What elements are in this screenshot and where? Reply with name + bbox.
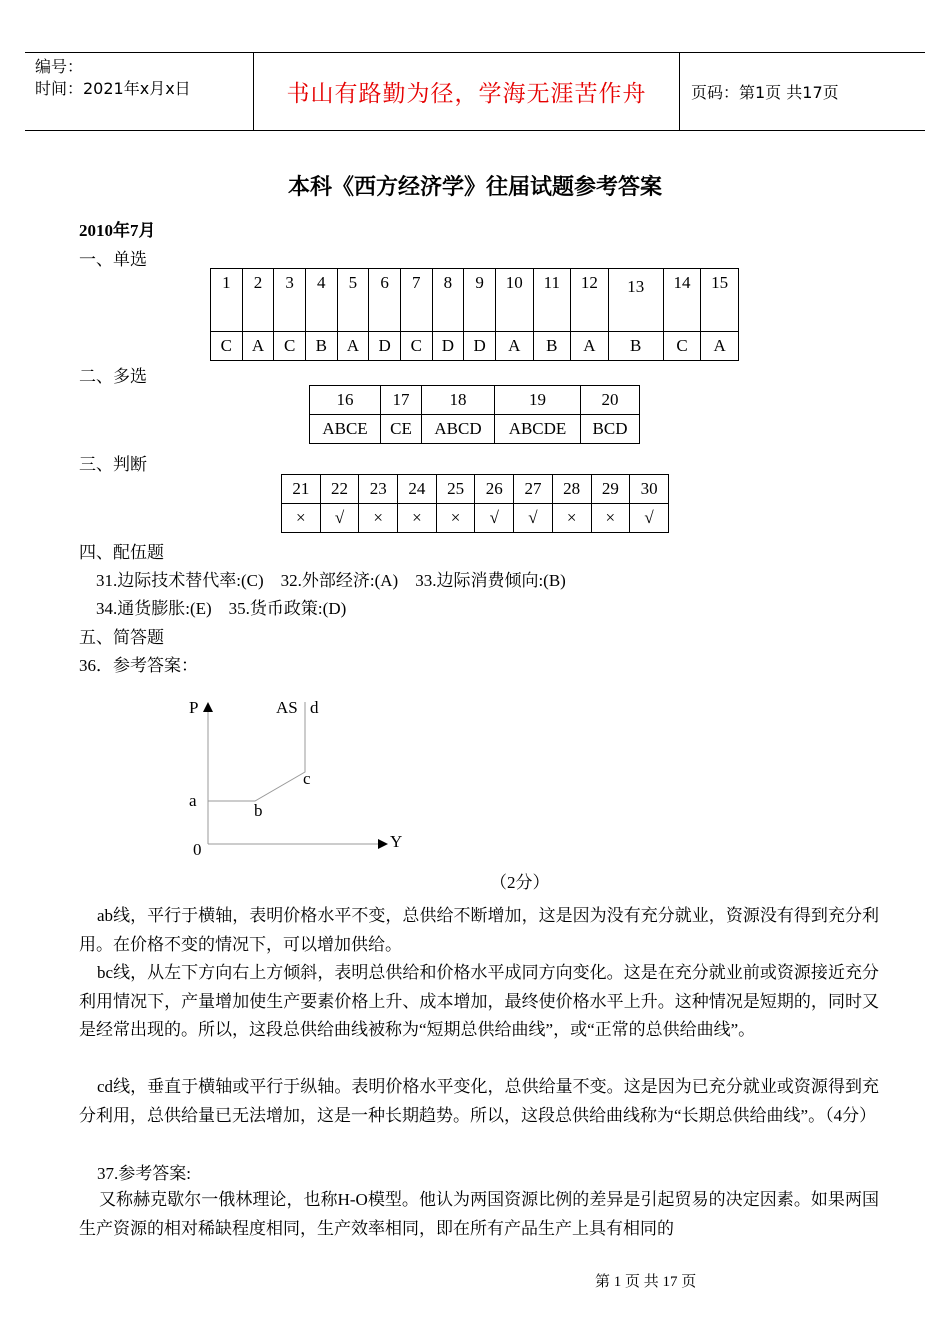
- single-choice-table: [210, 268, 739, 361]
- exam-date: 2010年7月: [79, 221, 156, 240]
- page-footer: 第 1 页 共 17 页: [595, 1274, 697, 1290]
- answer-cell: ×: [359, 504, 398, 533]
- question-number: 7: [400, 269, 432, 332]
- answer-cell: C: [400, 332, 432, 361]
- answer-cell: ×: [282, 504, 321, 533]
- answer-paragraph-q37: 又称赫克歇尔一俄林理论，也称H-O模型。他认为两国资源比例的差异是引起贸易的决定因素。如果两国生产资源的相对稀缺程度相同，生产效率相同，即在所有产品生产上具有相同的: [79, 1190, 879, 1238]
- question-number: 10: [495, 269, 533, 332]
- judgement-table: [281, 474, 669, 533]
- document-title: 本科《西方经济学》往届试题参考答案: [287, 175, 662, 200]
- section-heading-short-answer: 五、简答题: [79, 628, 164, 647]
- question-number: 19: [495, 386, 581, 415]
- answer-cell: CE: [381, 415, 422, 444]
- question-number: 13: [608, 269, 663, 332]
- section-heading-single: 一、单选: [79, 250, 147, 269]
- answer-cell: C: [274, 332, 306, 361]
- page-header: [25, 52, 925, 131]
- header-motto: 书山有路勤为径，学海无涯苦作舟: [286, 81, 647, 107]
- point-d-label: d: [310, 698, 319, 717]
- answer-cell: √: [475, 504, 514, 533]
- answer-paragraph-cd: cd线，垂直于横轴或平行于纵轴。表明价格水平变化，总供给量不变。这是因为已充分就业或资源得到充分利用，总供给量已无法增加，这是一种长期趋势。所以，这段总供给曲线称为“长期总供给曲线”。（4分）: [79, 1077, 879, 1125]
- question-number: 18: [422, 386, 495, 415]
- p-axis-arrow: [203, 702, 213, 712]
- answer-cell: √: [514, 504, 553, 533]
- question-number: 30: [630, 475, 669, 504]
- question-number: 5: [337, 269, 369, 332]
- question-number: 25: [436, 475, 475, 504]
- question-number: 24: [398, 475, 437, 504]
- matching-line-2: 34.通货膨胀:(E) 35.货币政策:(D): [96, 599, 347, 618]
- matching-line-1: 31.边际技术替代率:(C) 32.外部经济:(A) 33.边际消费倾向:(B): [96, 571, 566, 590]
- p-label: P: [189, 698, 199, 717]
- answer-paragraph-ab: ab线，平行于横轴，表明价格水平不变，总供给不断增加，这是因为没有充分就业，资源没有得到充分利用。在价格不变的情况下，可以增加供给。: [79, 906, 879, 954]
- header-divider: [679, 53, 680, 130]
- answer-cell: C: [663, 332, 701, 361]
- answer-cell: D: [432, 332, 464, 361]
- origin-label: 0: [193, 840, 202, 859]
- answer-cell: D: [369, 332, 401, 361]
- answer-cell: A: [242, 332, 274, 361]
- question-number: 1: [211, 269, 243, 332]
- question-number: 4: [305, 269, 337, 332]
- header-meta: [35, 56, 191, 100]
- question-number: 17: [381, 386, 422, 415]
- header-page-label: 页码：第1页 共17页: [691, 83, 839, 102]
- question-number: 20: [581, 386, 640, 415]
- answer-cell: BCD: [581, 415, 640, 444]
- answer-cell: A: [571, 332, 609, 361]
- question-number: 8: [432, 269, 464, 332]
- question-number: 28: [552, 475, 591, 504]
- y-label: Y: [390, 832, 403, 851]
- question-number: 26: [475, 475, 514, 504]
- question-number: 23: [359, 475, 398, 504]
- question-number: 29: [591, 475, 630, 504]
- answer-cell: ABCD: [422, 415, 495, 444]
- serial-label: 编号：: [35, 57, 84, 76]
- section-heading-multi: 二、多选: [79, 367, 147, 386]
- point-c-label: c: [303, 769, 311, 788]
- answer-cell: ×: [398, 504, 437, 533]
- point-b-label: b: [254, 801, 263, 820]
- point-a-label: a: [189, 791, 197, 810]
- question-number: 22: [320, 475, 359, 504]
- answer-cell: ABCE: [310, 415, 381, 444]
- q36-label: 36．参考答案：: [79, 656, 198, 675]
- y-axis-arrow: [378, 839, 388, 849]
- question-number: 14: [663, 269, 701, 332]
- answer-cell: ABCDE: [495, 415, 581, 444]
- question-number: 11: [533, 269, 571, 332]
- figure-score: （2分）: [490, 873, 550, 892]
- answer-cell: D: [464, 332, 496, 361]
- answer-cell: A: [337, 332, 369, 361]
- time-label: 时间：2021年x月x日: [35, 79, 191, 98]
- question-number: 21: [282, 475, 321, 504]
- answer-cell: √: [320, 504, 359, 533]
- answer-paragraph-bc: bc线，从左下方向右上方倾斜，表明总供给和价格水平成同方向变化。这是在充分就业前或资源接近充分利用情况下，产量增加使生产要素价格上升、成本增加，最终使价格水平上升。这种情况是短期的，同时又是经常出现的。所以，这段总供给曲线被称为“短期总供给曲线”，或“正常的总供给曲线”。: [79, 963, 879, 1039]
- answer-cell: C: [211, 332, 243, 361]
- answer-cell: ×: [552, 504, 591, 533]
- q37-label: 37.参考答案:: [97, 1164, 191, 1183]
- answer-cell: B: [608, 332, 663, 361]
- aggregate-supply-diagram: [180, 690, 420, 865]
- as-label: AS: [276, 698, 298, 717]
- answer-cell: ×: [591, 504, 630, 533]
- multi-choice-table: [309, 385, 640, 444]
- answer-cell: A: [495, 332, 533, 361]
- question-number: 2: [242, 269, 274, 332]
- answer-cell: ×: [436, 504, 475, 533]
- question-number: 3: [274, 269, 306, 332]
- answer-cell: B: [533, 332, 571, 361]
- question-number: 16: [310, 386, 381, 415]
- question-number: 9: [464, 269, 496, 332]
- section-heading-matching: 四、配伍题: [79, 543, 164, 562]
- section-heading-judgement: 三、判断: [79, 455, 147, 474]
- answer-cell: √: [630, 504, 669, 533]
- answer-cell: B: [305, 332, 337, 361]
- question-number: 6: [369, 269, 401, 332]
- answer-cell: A: [701, 332, 739, 361]
- question-number: 15: [701, 269, 739, 332]
- question-number: 27: [514, 475, 553, 504]
- question-number: 12: [571, 269, 609, 332]
